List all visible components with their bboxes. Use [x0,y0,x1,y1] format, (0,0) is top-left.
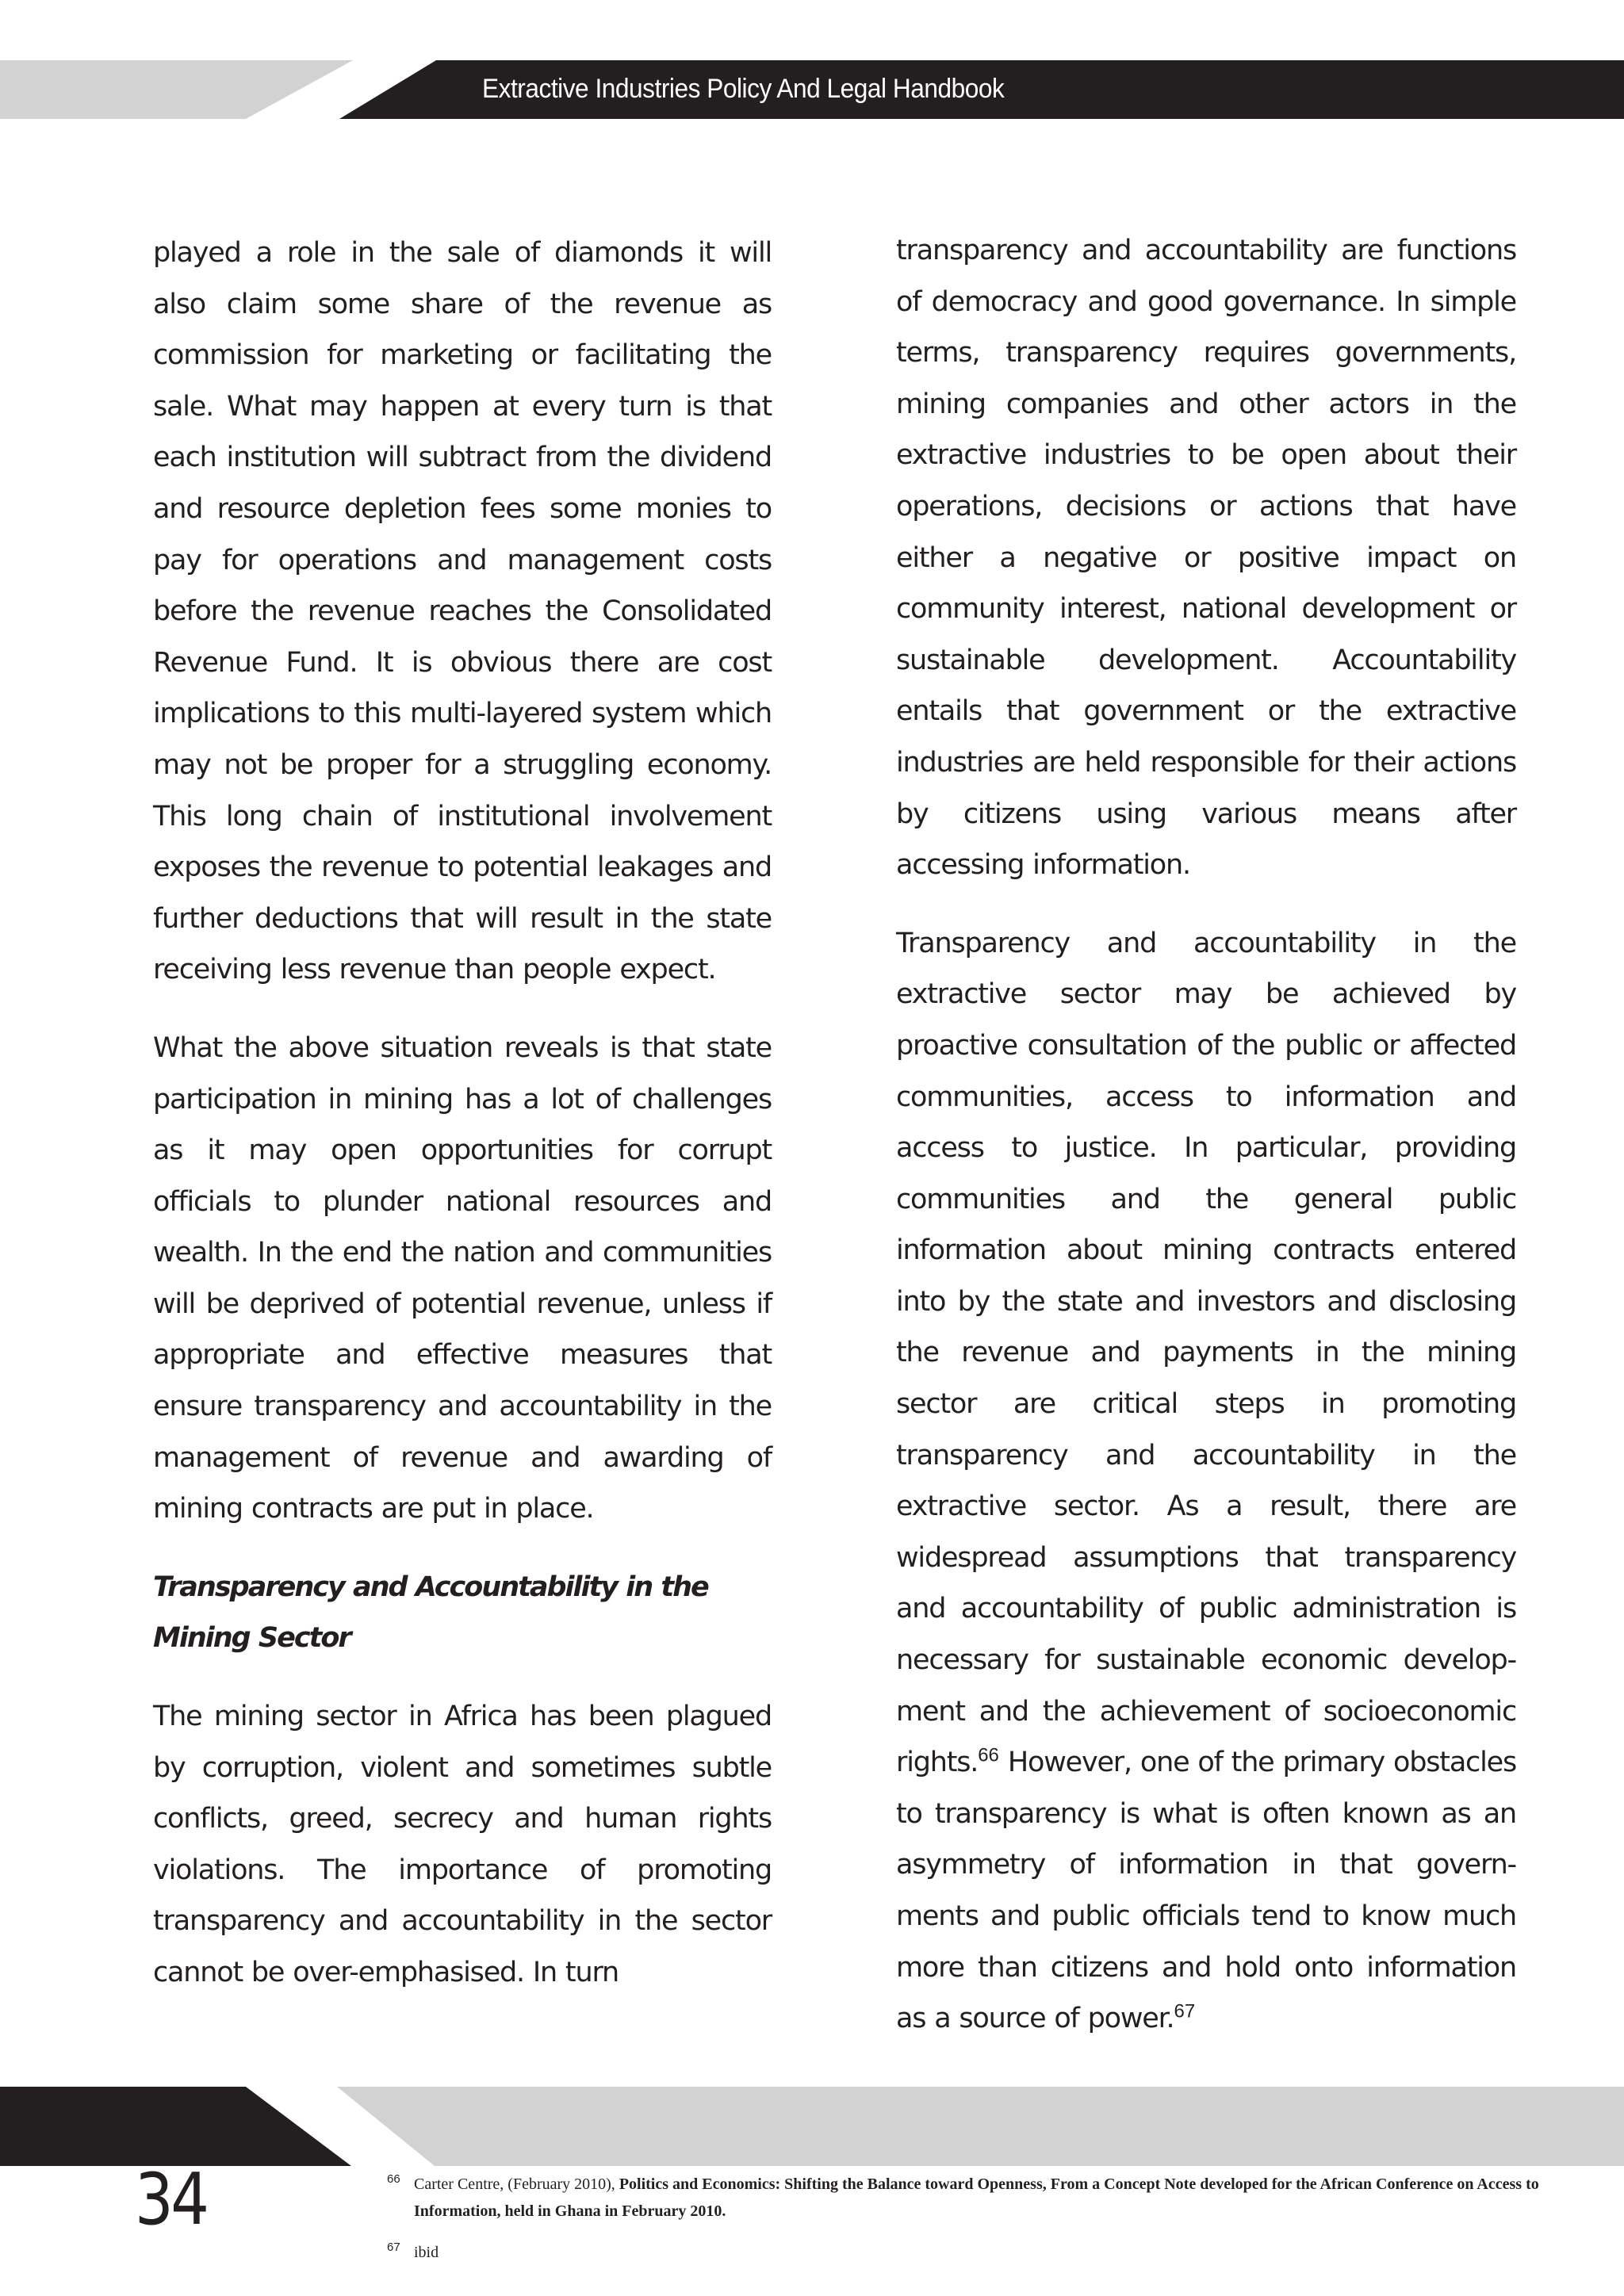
left-column [153,228,772,1999]
footnote-citation: ibid [414,2244,439,2261]
page-number: 34 [135,2158,207,2241]
footnote-ref[interactable]: 67 [1174,2000,1196,2022]
body-paragraph: The mining sector in Africa has been plagued by corruption, violent and sometimes subtle conflicts, greed, secrecy and human rights violations. The importance of promoting transparency and accountability in the sector cannot be over-emphasised. In turn [153,1701,772,1988]
footnote-number: 66 [387,2172,400,2186]
body-text: However, one of the primary obstacles to transparency is what is often known as an asymmetry of information in that govern-ments and public officials tend to know much more than citizens and hold onto information as a source of power. [896,1747,1516,2035]
body-paragraph: transparency and accountability are functions of democracy and good governance. In simple terms, transparency requires governments, mining companies and other actors in the extractive industries to be open about their operations, decisions or actions that have either a negative or positive impact on community interest, national development or sustainable development. Accountability entails that government or the extractive industries are held responsible for their actions by citizens using various means after accessing information. [896,235,1516,882]
footnote-number: 67 [387,2241,400,2254]
footnote-citation: Carter Centre, (February 2010), [414,2175,619,2193]
footer-band-light [337,2087,1624,2166]
running-header-title: Extractive Industries Policy And Legal Handbook [482,74,1005,104]
body-paragraph: What the above situation reveals is that state participation in mining has a lot of challenges as it may open opportunities for corrupt officials to plunder national resources and wealth. In the end the nation and communities will be deprived of potential revenue, unless if appropriate and effective measures that ensure transparency and accountability in the management of revenue and awarding of mining contracts are put in place. [153,1031,772,1525]
paragraph-spacer [153,1664,772,1691]
footnote-title: Politics and Economics: Shifting the Balance toward Openness, From a Concept Note developed for the African Conference on Access to Information, held in Ghana in February 2010. [414,2175,1539,2220]
body-paragraph [896,918,1516,2045]
footer-band-dark [0,2087,351,2166]
paragraph-spacer [896,891,1516,918]
paragraph-spacer [153,996,772,1023]
body-paragraph: played a role in the sale of diamonds it will also claim some share of the revenue as commission for marketing or facilitating the sale. What may happen at every turn is that each institution will subtract from the dividend and resource depletion fees some monies to pay for operations and management costs before the revenue reaches the Consolidated Revenue Fund. It is obvious there are cost implications to this multi-layered system which may not be proper for a struggling economy. This long chain of institutional involvement exposes the revenue to potential leakages and further deductions that will result in the state receiving less revenue than people expect. [153,237,772,986]
paragraph-spacer [153,1535,772,1562]
footnote-67 [387,2239,1545,2266]
section-heading: Transparency and Accountability in the Mining Sector [153,1571,708,1655]
body-text: Transparency and accountability in the extractive sector may be achieved by proactive consultation of the public or affected communities, access to information and access to justice. In particular, providing communities and the general public information about mining contracts entered into by the state and investors and disclosing the revenue and payments in the mining sector are critical steps in promoting transparency and accountability in the extractive sector. As a result, there are widespread assumptions that transparency and accountability of public administration is necessary for sustainable economic develop-ment and the achievement of socioeconomic rights. [896,927,1516,1779]
header-band-light [0,60,353,119]
footnote-66 [387,2171,1545,2225]
right-column [896,225,1516,2045]
footnotes [387,2171,1545,2266]
footnote-ref[interactable]: 66 [978,1744,999,1766]
